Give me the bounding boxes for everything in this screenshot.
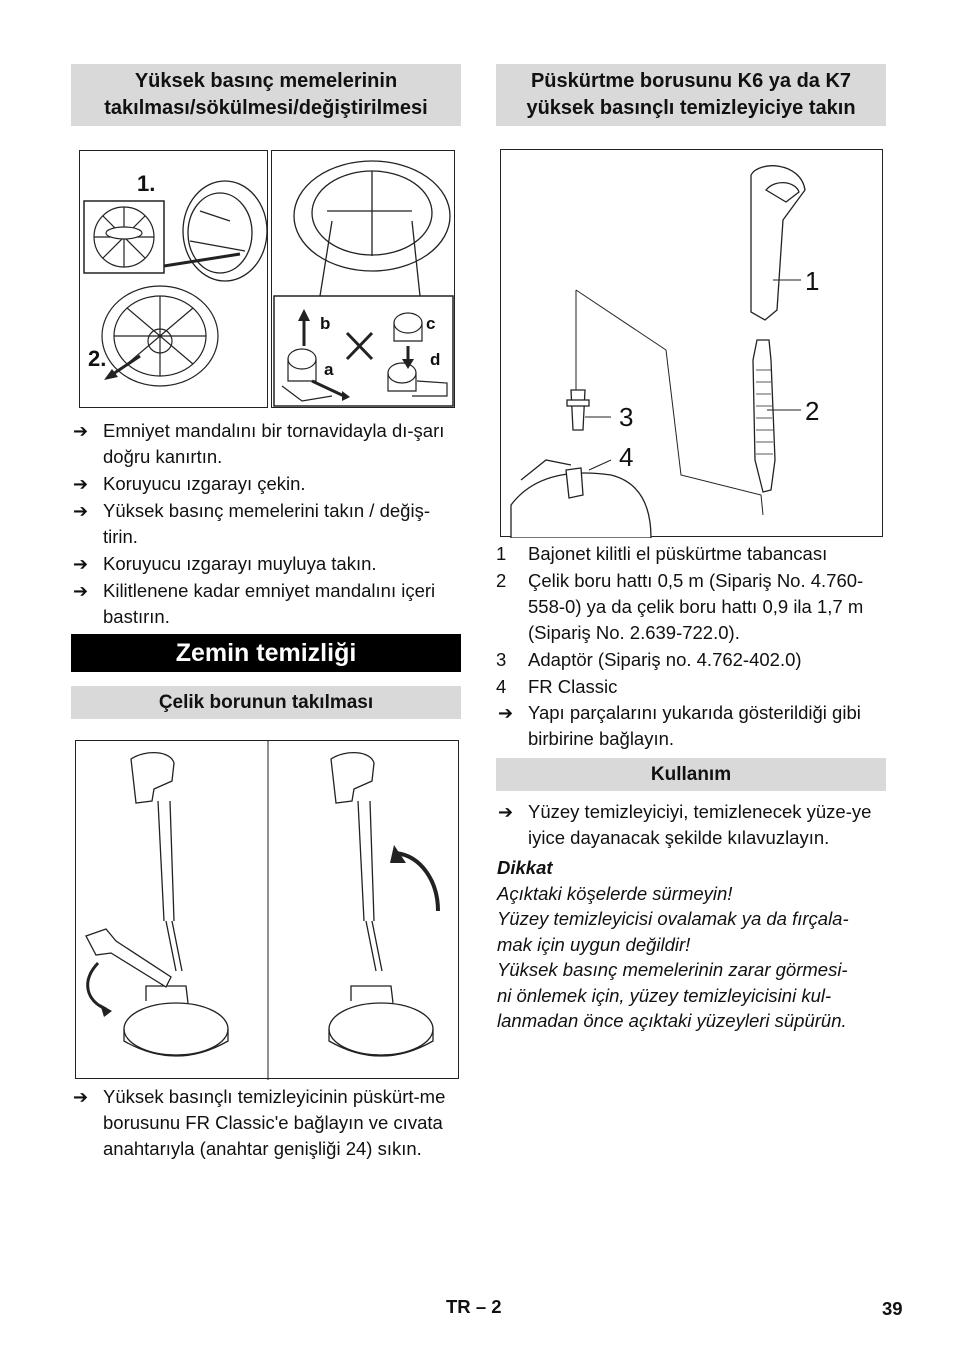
arrow-right-icon: ➔	[73, 554, 89, 574]
arrow-right-icon: ➔	[498, 703, 514, 723]
parts-list	[496, 541, 886, 701]
arrow-right-icon: ➔	[73, 581, 89, 601]
list-item: 3 Adaptör (Sipariş no. 4.762-402.0)	[496, 649, 802, 670]
callout-2: 2	[805, 396, 820, 426]
heading-line-2: yüksek basınçlı temizleyiciye takın	[526, 97, 856, 119]
caution-title: Dikkat	[497, 857, 553, 878]
heading-attach-lance	[496, 64, 886, 126]
callout-1: 1	[805, 266, 820, 296]
steel-pipe-steps-list	[71, 1084, 461, 1163]
arrow-right-icon: ➔	[498, 802, 514, 822]
heading-steel-pipe: Çelik borunun takılması	[71, 686, 461, 719]
note-line: Yüzey temizleyicisi ovalamak ya da fırçala-	[497, 908, 849, 929]
arrow-right-icon: ➔	[73, 474, 89, 494]
page-number: 39	[882, 1298, 903, 1319]
callout-3: 3	[619, 402, 634, 432]
list-item: ➔ Kilitlenene kadar emniyet mandalını içeri bastırın.	[73, 580, 436, 627]
caution-note	[497, 855, 887, 1034]
list-item: ➔ Emniyet mandalını bir tornavidayla dı-şarı doğru kanırtın.	[73, 420, 445, 467]
step-1-label: 1.	[137, 171, 156, 196]
footer-language: TR – 2	[446, 1296, 502, 1317]
note-line: ni önlemek için, yüzey temizleyicisini kul-	[497, 984, 832, 1006]
list-item: ➔ Koruyucu ızgarayı muyluya takın.	[71, 551, 461, 577]
arrow-right-icon: ➔	[73, 1087, 89, 1107]
list-item: 4 FR Classic	[496, 676, 618, 697]
note-line: mak için uygun değildir!	[497, 933, 691, 955]
figure-steel-pipe-assembly	[75, 740, 459, 1079]
figure-exploded-parts	[500, 149, 883, 537]
note-line: lanmadan önce açıktaki yüzeyleri süpürün.	[497, 1010, 847, 1031]
list-item: 1 Bajonet kilitli el püskürtme tabancası	[496, 543, 828, 564]
figure-nozzle-removal	[79, 150, 268, 408]
section-title-floor-cleaning: Zemin temizliği	[71, 634, 461, 672]
heading-line-1: Püskürtme borusunu K6 ya da K7	[530, 70, 852, 92]
list-item: 2 Çelik boru hattı 0,5 m (Sipariş No. 4.760-558-0) ya da çelik boru hattı 0,9 ila 1,7 m (Sipariş No. 2.639-722.0).	[496, 570, 864, 643]
note-line: Yüksek basınç memelerinin zarar görmesi-	[497, 959, 848, 980]
label-d: d	[430, 350, 441, 369]
list-item: ➔ Yüksek basınç memelerini takın / değiş-tirin.	[73, 500, 430, 547]
label-c: c	[426, 314, 436, 333]
figure-nozzle-change	[271, 150, 455, 408]
step-2-label: 2.	[88, 346, 107, 371]
label-a: a	[324, 360, 334, 379]
list-item: ➔ Koruyucu ızgarayı çekin.	[71, 471, 461, 497]
heading-usage: Kullanım	[496, 758, 886, 791]
note-line: Açıktaki köşelerde sürmeyin!	[497, 882, 733, 904]
heading-line-1: Yüksek basınç memelerinin	[134, 70, 398, 92]
list-item: ➔ Yüksek basınçlı temizleyicinin püskürt-me borusunu FR Classic'e bağlayın ve cıvata anahtarıyla (anahtar genişliği 24) sıkın.	[73, 1086, 446, 1159]
list-item: ➔ Yüzey temizleyiciyi, temizlenecek yüze-ye iyice dayanacak şekilde kılavuzlayın.	[498, 801, 872, 848]
nozzle-steps-list	[71, 418, 461, 631]
heading-nozzles	[71, 64, 461, 126]
arrow-right-icon: ➔	[73, 501, 89, 521]
label-b: b	[320, 314, 331, 333]
arrow-right-icon: ➔	[73, 421, 89, 441]
callout-4: 4	[619, 442, 634, 472]
assembly-steps-list	[496, 700, 886, 753]
heading-line-2: takılması/sökülmesi/değiştirilmesi	[104, 97, 428, 119]
usage-steps-list	[496, 799, 886, 852]
list-item: ➔ Yapı parçalarını yukarıda gösterildiği gibi birbirine bağlayın.	[498, 702, 861, 749]
